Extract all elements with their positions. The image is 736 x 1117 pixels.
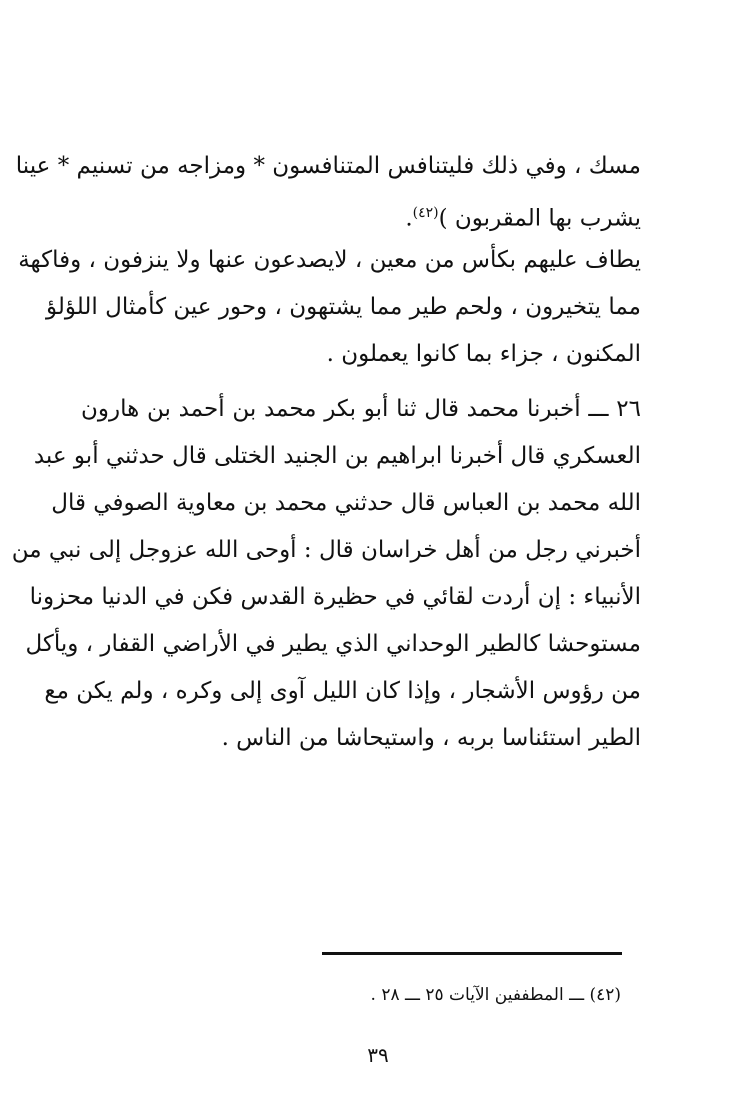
hadith-paragraph bbox=[11, 386, 641, 762]
quote-line-5: المكنون ، جزاء بما كانوا يعملون . bbox=[326, 341, 641, 367]
hadith-line-6: مستوحشا كالطير الوحداني الذي يطير في الأراضي القفار ، ويأكل bbox=[25, 631, 641, 657]
quranic-quote-block bbox=[15, 143, 641, 378]
footnote-divider bbox=[322, 952, 622, 955]
page-number: ٣٩ bbox=[367, 1043, 389, 1067]
footnote-text: (٤٢) ـــ المطففين الآيات ٢٥ ـــ ٢٨ . bbox=[370, 985, 621, 1005]
hadith-line-1: ٢٦ ـــ أخبرنا محمد قال ثنا أبو بكر محمد بن أحمد بن هارون bbox=[81, 396, 641, 422]
hadith-line-8: الطير استئناسا بربه ، واستيحاشا من الناس . bbox=[221, 725, 641, 751]
quote-line-2-end: . bbox=[405, 205, 413, 232]
footnote-reference: (٤٢) bbox=[412, 205, 439, 221]
hadith-line-7: من رؤوس الأشجار ، وإذا كان الليل آوى إلى وكره ، ولم يكن مع bbox=[44, 678, 641, 704]
quote-line-4: مما يتخيرون ، ولحم طير مما يشتهون ، وحور عين كأمثال اللؤلؤ bbox=[46, 294, 641, 320]
quote-line-3: يطاف عليهم بكأس من معين ، لايصدعون عنها ولا ينزفون ، وفاكهة bbox=[18, 247, 641, 273]
quote-line-1: مسك ، وفي ذلك فليتنافس المتنافسون * ومزاجه من تسنيم * عينا bbox=[15, 153, 641, 179]
hadith-line-4: أخبرني رجل من أهل خراسان قال : أوحى الله عزوجل إلى نبي من bbox=[11, 537, 641, 563]
hadith-line-3: الله محمد بن العباس قال حدثني محمد بن معاوية الصوفي قال bbox=[51, 490, 641, 516]
quote-line-2 bbox=[81, 190, 641, 237]
quote-line-2-text: يشرب بها المقربون ) bbox=[438, 205, 641, 232]
hadith-line-5: الأنبياء : إن أردت لقائي في حظيرة القدس فكن في الدنيا محزونا bbox=[29, 584, 641, 610]
hadith-line-2: العسكري قال أخبرنا ابراهيم بن الجنيد الختلى قال حدثني أبو عبد bbox=[33, 443, 641, 469]
